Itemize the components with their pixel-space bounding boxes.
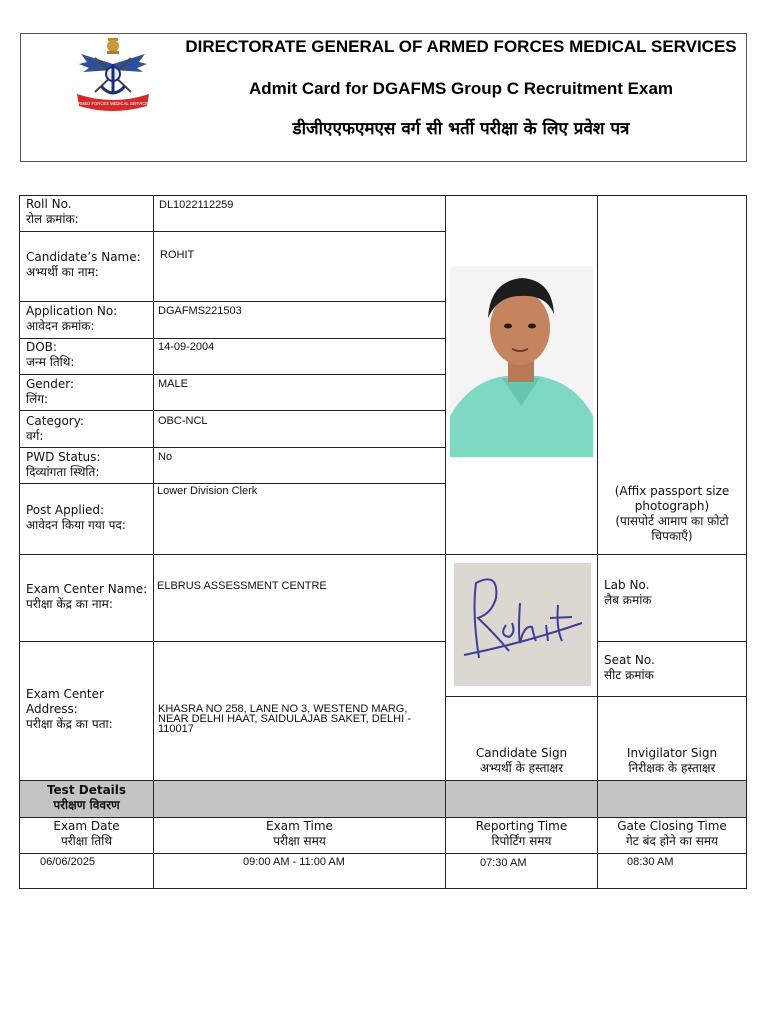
test-details-title: Test Details परीक्षण विवरण <box>46 783 127 812</box>
dgafms-emblem-logo <box>73 34 153 116</box>
emblem-banner-text: ARMED FORCES MEDICAL SERVICES <box>75 101 151 106</box>
candidate-photo <box>450 266 593 457</box>
name-value: ROHIT <box>160 249 195 261</box>
category-label: Category: वर्ग: <box>26 414 84 443</box>
invigilator-sign-label: Invigilator Sign निरीक्षक के हस्ताक्षर <box>626 746 718 775</box>
application-label: Application No: आवेदन क्रमांक: <box>26 304 118 333</box>
center-name-label: Exam Center Name: परीक्षा केंद्र का नाम: <box>26 582 148 611</box>
category-value: OBC-NCL <box>158 415 208 427</box>
center-name-value: ELBRUS ASSESSMENT CENTRE <box>157 580 327 592</box>
header-title: DIRECTORATE GENERAL OF ARMED FORCES MEDICAL SERVICES <box>185 37 737 56</box>
dob-value: 14-09-2004 <box>158 341 215 353</box>
gender-value: MALE <box>158 378 188 390</box>
gate-closing-header: Gate Closing Time गेट बंद होने का समय <box>617 819 727 848</box>
post-label: Post Applied: आवेदन किया गया पद: <box>26 503 126 532</box>
application-value: DGAFMS221503 <box>158 305 242 317</box>
gender-label: Gender: लिंग: <box>26 377 75 406</box>
lab-no-label: Lab No. लैब क्रमांक <box>604 578 652 607</box>
name-label: Candidate’s Name: अभ्यर्थी का नाम: <box>26 250 141 279</box>
post-value: Lower Division Clerk <box>157 485 258 497</box>
roll-value: DL1022112259 <box>159 199 234 211</box>
center-address-value: KHASRA NO 258, LANE NO 3, WESTEND MARG, NEAR DELHI HAAT, SAIDULAJAB SAKET, DELHI - 110017 <box>158 703 411 735</box>
header-box <box>20 33 747 162</box>
exam-date-header: Exam Date परीक्षा तिथि <box>53 819 120 848</box>
candidate-signature-image <box>454 563 591 686</box>
header-subtitle-en: Admit Card for DGAFMS Group C Recruitment Exam <box>248 79 674 98</box>
center-address-label: Exam Center Address: परीक्षा केंद्र का पता: <box>26 687 113 731</box>
gate-closing-value: 08:30 AM <box>627 856 674 868</box>
seat-no-label: Seat No. सीट क्रमांक <box>604 653 655 682</box>
header-subtitle-hi: डीजीएएफएमएस वर्ग सी भर्ती परीक्षा के लिए प्रवेश पत्र <box>292 119 630 139</box>
exam-date-value: 06/06/2025 <box>40 856 96 868</box>
reporting-time-value: 07:30 AM <box>480 857 527 869</box>
exam-time-value: 09:00 AM - 11:00 AM <box>243 856 345 868</box>
signature-text: Rohit <box>513 676 531 683</box>
reporting-time-header: Reporting Time रिपोर्टिंग समय <box>475 819 568 848</box>
exam-time-header: Exam Time परीक्षा समय <box>266 819 333 848</box>
roll-label: Roll No. रोल क्रमांक: <box>26 197 79 226</box>
pwd-value: No <box>158 451 173 463</box>
pwd-label: PWD Status: दिव्यांगता स्थिति: <box>26 450 101 479</box>
affix-photo-note: (Affix passport size photograph) (पासपोर्ट आमाप का फ़ोटो चिपकाएँ) <box>614 484 730 543</box>
dob-label: DOB: जन्म तिथि: <box>26 340 75 369</box>
candidate-sign-label: Candidate Sign अभ्यर्थी के हस्ताक्षर <box>475 746 568 775</box>
